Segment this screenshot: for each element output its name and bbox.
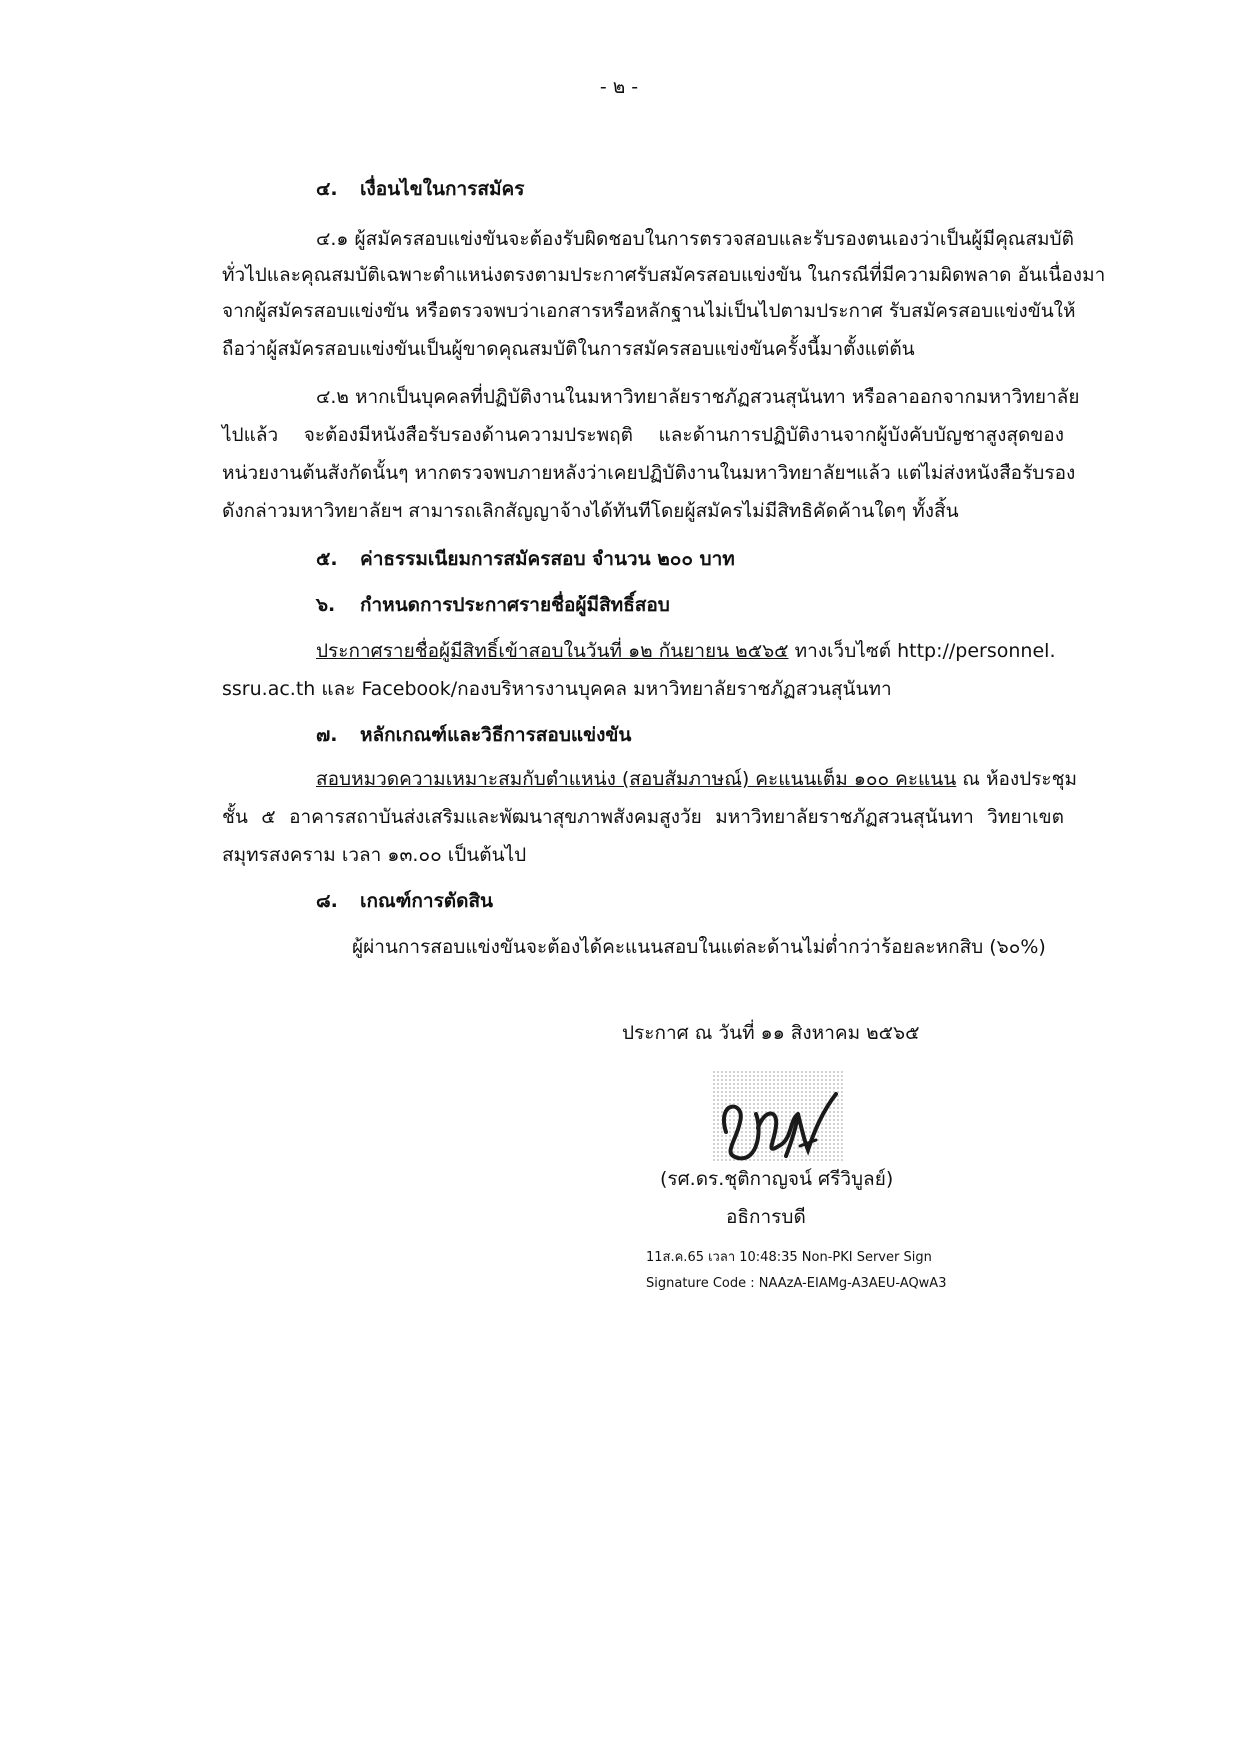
section-4-1-line-4: ถือว่าผู้สมัครสอบแข่งขันเป็นผู้ขาดคุณสมบัติในการสมัครสอบแข่งขันครั้งนี้มาตั้งแต่ต้น bbox=[222, 338, 915, 360]
section-7-exam-underlined: สอบหมวดความเหมาะสมกับตำแหน่ง (สอบสัมภาษณ์) คะแนนเต็ม ๑๐๐ คะแนน bbox=[316, 768, 957, 790]
section-5-number: ๕. bbox=[316, 548, 338, 570]
section-7-number: ๗. bbox=[316, 724, 338, 746]
section-4-2-line-4: ดังกล่าวมหาวิทยาลัยฯ สามารถเลิกสัญญาจ้างได้ทันทีโดยผู้สมัครไม่มีสิทธิคัดค้านใดๆ ทั้งสิ้น bbox=[222, 500, 959, 522]
signer-title: อธิการบดี bbox=[726, 1206, 806, 1228]
section-6-date-underlined: ประกาศรายชื่อผู้มีสิทธิ์เข้าสอบในวันที่ ๑๒ กันยายน ๒๕๖๕ bbox=[316, 640, 789, 662]
signer-name: (รศ.ดร.ชุติกาญจน์ ศรีวิบูลย์) bbox=[660, 1168, 894, 1190]
section-6-line-1 bbox=[316, 640, 1055, 663]
page-number: - ๒ - bbox=[599, 76, 639, 98]
section-7-line-1 bbox=[316, 768, 1077, 791]
section-6-line-2: ssru.ac.th และ Facebook/กองบริหารงานบุคคล มหาวิทยาลัยราชภัฏสวนสุนันทา bbox=[222, 678, 892, 700]
section-8-heading: เกณฑ์การตัดสิน bbox=[360, 890, 494, 912]
section-4-2-line-3: หน่วยงานต้นสังกัดนั้นๆ หากตรวจพบภายหลังว่าเคยปฏิบัติงานในมหาวิทยาลัยฯแล้ว แต่ไม่ส่งหนังสือรับรอง bbox=[222, 462, 1076, 484]
section-7-heading: หลักเกณฑ์และวิธีการสอบแข่งขัน bbox=[360, 724, 632, 746]
section-4-1-line-3: จากผู้สมัครสอบแข่งขัน หรือตรวจพบว่าเอกสารหรือหลักฐานไม่เป็นไปตามประกาศ รับสมัครสอบแข่งขันให้ bbox=[222, 300, 1076, 322]
section-8-line-1: ผู้ผ่านการสอบแข่งขันจะต้องได้คะแนนสอบในแต่ละด้านไม่ต่ำกว่าร้อยละหกสิบ (๖๐%) bbox=[352, 936, 1046, 958]
section-7-line-3: สมุทรสงคราม เวลา ๑๓.๐๐ เป็นต้นไป bbox=[222, 844, 527, 866]
announce-date: ประกาศ ณ วันที่ ๑๑ สิงหาคม ๒๕๖๕ bbox=[622, 1022, 920, 1044]
section-4-1-line-2: ทั่วไปและคุณสมบัติเฉพาะตำแหน่งตรงตามประกาศรับสมัครสอบแข่งขัน ในกรณีที่มีความผิดพลาด อันเนื่องมา bbox=[222, 264, 1106, 286]
esign-timestamp: 11ส.ค.65 เวลา 10:48:35 Non-PKI Server Sign bbox=[646, 1250, 932, 1265]
section-6-number: ๖. bbox=[316, 594, 336, 616]
section-6-heading: กำหนดการประกาศรายชื่อผู้มีสิทธิ์สอบ bbox=[360, 594, 670, 616]
section-4-heading: เงื่อนไขในการสมัคร bbox=[360, 178, 525, 200]
section-4-2-line-2: ไปแล้ว จะต้องมีหนังสือรับรองด้านความประพฤติ และด้านการปฏิบัติงานจากผู้บังคับบัญชาสูงสุดของ bbox=[222, 424, 1064, 446]
esign-signature-code: Signature Code : NAAzA-EIAMg-A3AEU-AQwA3 bbox=[646, 1276, 947, 1291]
section-8-number: ๘. bbox=[316, 890, 338, 912]
section-4-1-line-1: ๔.๑ ผู้สมัครสอบแข่งขันจะต้องรับผิดชอบในการตรวจสอบและรับรองตนเองว่าเป็นผู้มีคุณสมบัติ bbox=[316, 228, 1074, 250]
signature-image bbox=[712, 1070, 844, 1170]
section-7-venue: ณ ห้องประชุม bbox=[956, 768, 1078, 790]
section-5-heading: ค่าธรรมเนียมการสมัครสอบ จำนวน ๒๐๐ บาท bbox=[360, 548, 735, 570]
section-4-2-line-1: ๔.๒ หากเป็นบุคคลที่ปฏิบัติงานในมหาวิทยาลัยราชภัฏสวนสุนันทา หรือลาออกจากมหาวิทยาลัย bbox=[316, 386, 1080, 408]
section-4-number: ๔. bbox=[316, 178, 338, 200]
section-6-website: ทางเว็บไซต์ http://personnel. bbox=[788, 640, 1056, 662]
section-7-line-2: ชั้น ๕ อาคารสถาบันส่งเสริมและพัฒนาสุขภาพสังคมสูงวัย มหาวิทยาลัยราชภัฏสวนสุนันทา วิทยาเขต bbox=[222, 806, 1064, 828]
